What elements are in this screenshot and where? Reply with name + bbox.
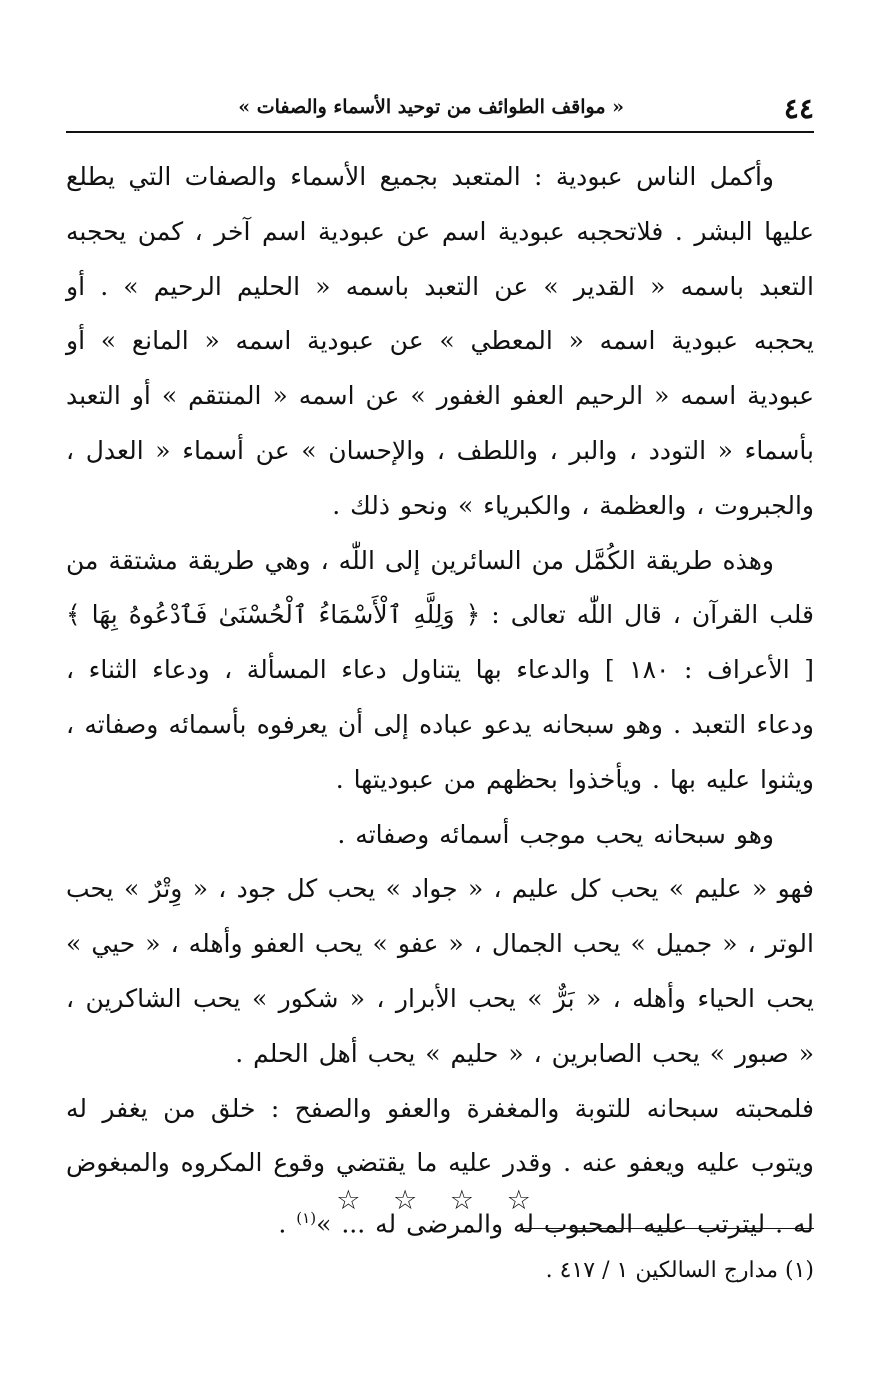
page-number: ٤٤ <box>783 92 814 125</box>
paragraph-5-text: فلمحبته سبحانه للتوبة والمغفرة والعفو والصفح : خلق من يغفر له ويتوب عليه ويعفو عنه . وقدر عليه ما يقتضي وقوع المكروه والمبغوض له . ليترتب عليه المحبوب له والمرضى له ... » <box>66 1093 814 1239</box>
paragraph-3: وهو سبحانه يحب موجب أسمائه وصفاته . <box>337 819 774 849</box>
running-title: « مواقف الطوائف من توحيد الأسماء والصفات » <box>238 96 624 118</box>
footnote: (١) مدارج السالكين ١ / ٤١٧ . <box>545 1258 814 1283</box>
paragraph-1: وأكمل الناس عبودية : المتعبد بجميع الأسماء والصفات التي يطلع عليها البشر . فلاتحجبه عبودية اسم عن عبودية اسم آخر ، كمن يحجبه التعبد باسمه « القدير » عن التعبد باسمه « الحليم الرحيم » . أو يحجبه عبودية اسمه « المعطي » عن عبودية اسمه « المانع » أو عبودية اسمه « الرحيم العفو الغفور » عن اسمه « المنتقم » أو التعبد بأسماء « التودد ، والبر ، واللطف ، والإحسان » عن أسماء « العدل ، والجبروت ، والعظمة ، والكبرياء » ونحو ذلك . <box>66 162 814 520</box>
footnote-reference: (١) <box>296 1209 317 1228</box>
body-text <box>66 150 814 1252</box>
paragraph-5-end: . <box>278 1209 287 1239</box>
paragraph-4: فهو « عليم » يحب كل عليم ، « جواد » يحب كل جود ، « وِتْرٌ » يحب الوتر ، « جميل » يحب الجمال ، « عفو » يحب العفو وأهله ، « حيي » يحب الحياء وأهله ، « بَرٌّ » يحب الأبرار ، « شكور » يحب الشاكرين ، « صبور » يحب الصابرين ، « حليم » يحب أهل الحلم . <box>66 874 814 1068</box>
paragraph-5 <box>66 1082 814 1253</box>
footnote-divider <box>520 1228 814 1229</box>
header-divider <box>66 131 814 133</box>
page-header <box>66 92 814 128</box>
section-separator-stars: ☆ ☆ ☆ ☆ <box>336 1185 543 1216</box>
paragraph-2: وهذه طريقة الكُمَّل من السائرين إلى اللّٰه ، وهي طريقة مشتقة من قلب القرآن ، قال اللّٰه تعالى : ﴿ وَلِلَّهِ ٱلْأَسْمَاءُ ٱلْحُسْنَىٰ فَٱدْعُوهُ بِهَا ﴾ [ الأعراف : ١٨٠ ] والدعاء بها يتناول دعاء المسألة ، ودعاء الثناء ، ودعاء التعبد . وهو سبحانه يدعو عباده إلى أن يعرفوه بأسمائه وصفاته ، ويثنوا عليه بها . ويأخذوا بحظهم من عبوديتها . <box>66 545 814 794</box>
